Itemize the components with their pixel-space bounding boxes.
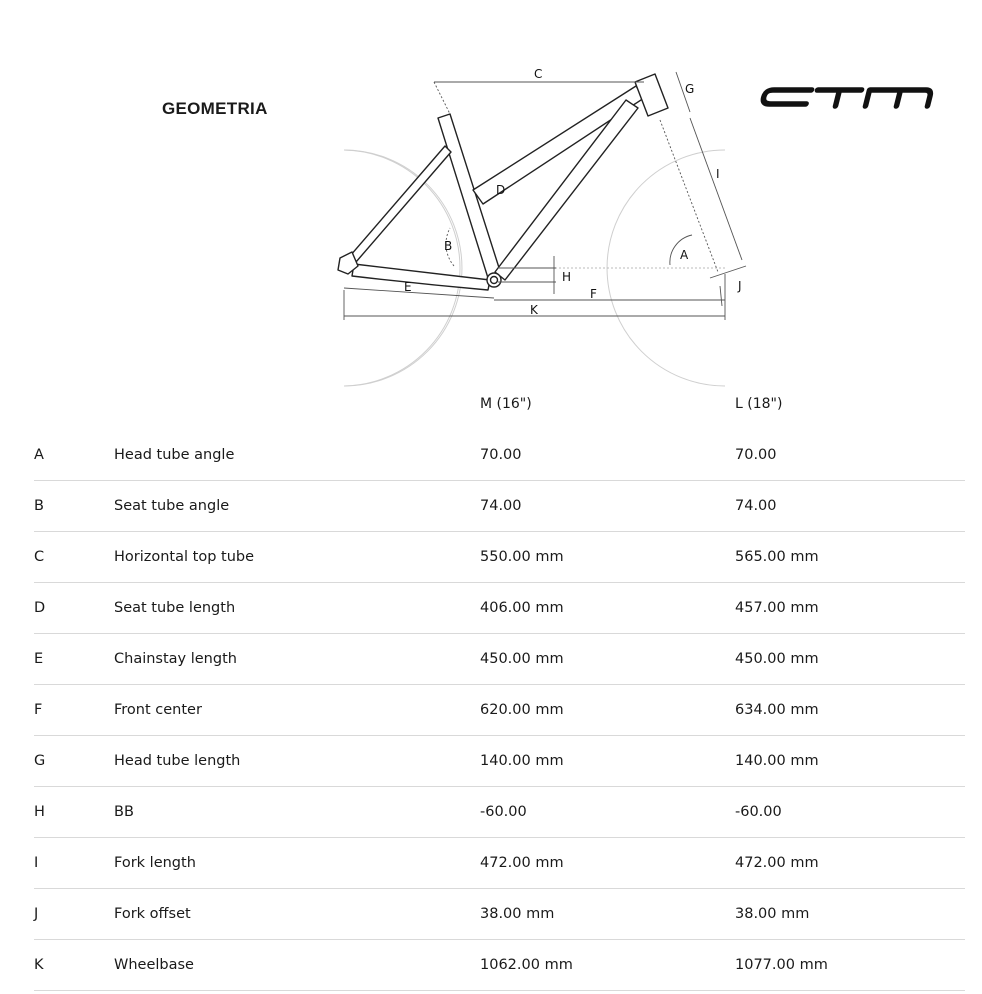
down-tube [495,100,638,280]
row-value-l: 450.00 mm [735,651,819,667]
row-letter: C [34,549,45,565]
table-row [34,787,965,838]
row-label: Fork length [114,855,196,871]
row-value-l: 472.00 mm [735,855,819,871]
label-f: F [590,287,597,301]
row-value-l: 565.00 mm [735,549,819,565]
row-letter: F [34,702,43,718]
row-value-l: 457.00 mm [735,600,819,616]
row-value-m: 620.00 mm [480,702,564,718]
row-value-l: 38.00 mm [735,906,810,922]
row-value-l: -60.00 [735,804,782,820]
row-letter: G [34,753,46,769]
table-row [34,430,965,481]
row-label: Seat tube angle [114,498,230,514]
head-tube [635,74,668,116]
row-letter: D [34,600,46,616]
row-value-m: 140.00 mm [480,753,564,769]
table-row [34,940,965,991]
table-row [34,634,965,685]
row-value-m: 38.00 mm [480,906,555,922]
row-value-m: 472.00 mm [480,855,564,871]
row-letter: K [34,957,44,973]
row-value-m: 550.00 mm [480,549,564,565]
row-value-m: 70.00 [480,447,522,463]
row-value-l: 140.00 mm [735,753,819,769]
chain-stay [352,264,490,290]
table-row [34,838,965,889]
geometry-diagram [330,60,760,395]
label-c: C [534,67,543,81]
label-d: D [496,183,506,197]
table-row [34,889,965,940]
label-h: H [562,270,572,284]
table-row [34,736,965,787]
row-value-l: 70.00 [735,447,777,463]
row-value-m: 74.00 [480,498,522,514]
row-label: Chainstay length [114,651,237,667]
column-header-l: L (18") [735,396,783,412]
label-g: G [685,82,695,96]
seat-stay [350,146,451,262]
label-k: K [530,303,538,317]
row-label: Horizontal top tube [114,549,255,565]
row-label: Seat tube length [114,600,236,616]
row-value-l: 74.00 [735,498,777,514]
label-i: I [716,167,720,181]
row-letter: E [34,651,44,667]
row-value-m: 1062.00 mm [480,957,573,973]
row-letter: J [34,906,39,922]
label-a: A [680,248,689,262]
row-label: Wheelbase [114,957,194,973]
table-row [34,583,965,634]
column-header-m: M (16") [480,396,532,412]
row-letter: H [34,804,45,820]
row-label: Front center [114,702,202,718]
row-value-m: 450.00 mm [480,651,564,667]
row-value-l: 634.00 mm [735,702,819,718]
table-row [34,685,965,736]
row-label: BB [114,804,134,820]
row-value-l: 1077.00 mm [735,957,828,973]
row-letter: A [34,447,44,463]
geometry-table [34,430,965,991]
row-label: Head tube angle [114,447,235,463]
page-title: GEOMETRIA [162,99,268,118]
row-letter: B [34,498,44,514]
label-j: J [738,279,742,293]
label-e: E [404,280,412,294]
ctm-logo [758,80,934,114]
label-b: B [444,239,453,253]
row-value-m: 406.00 mm [480,600,564,616]
table-row [34,532,965,583]
row-label: Head tube length [114,753,241,769]
row-letter: I [34,855,39,871]
row-value-m: -60.00 [480,804,527,820]
table-row [34,481,965,532]
row-label: Fork offset [114,906,191,922]
